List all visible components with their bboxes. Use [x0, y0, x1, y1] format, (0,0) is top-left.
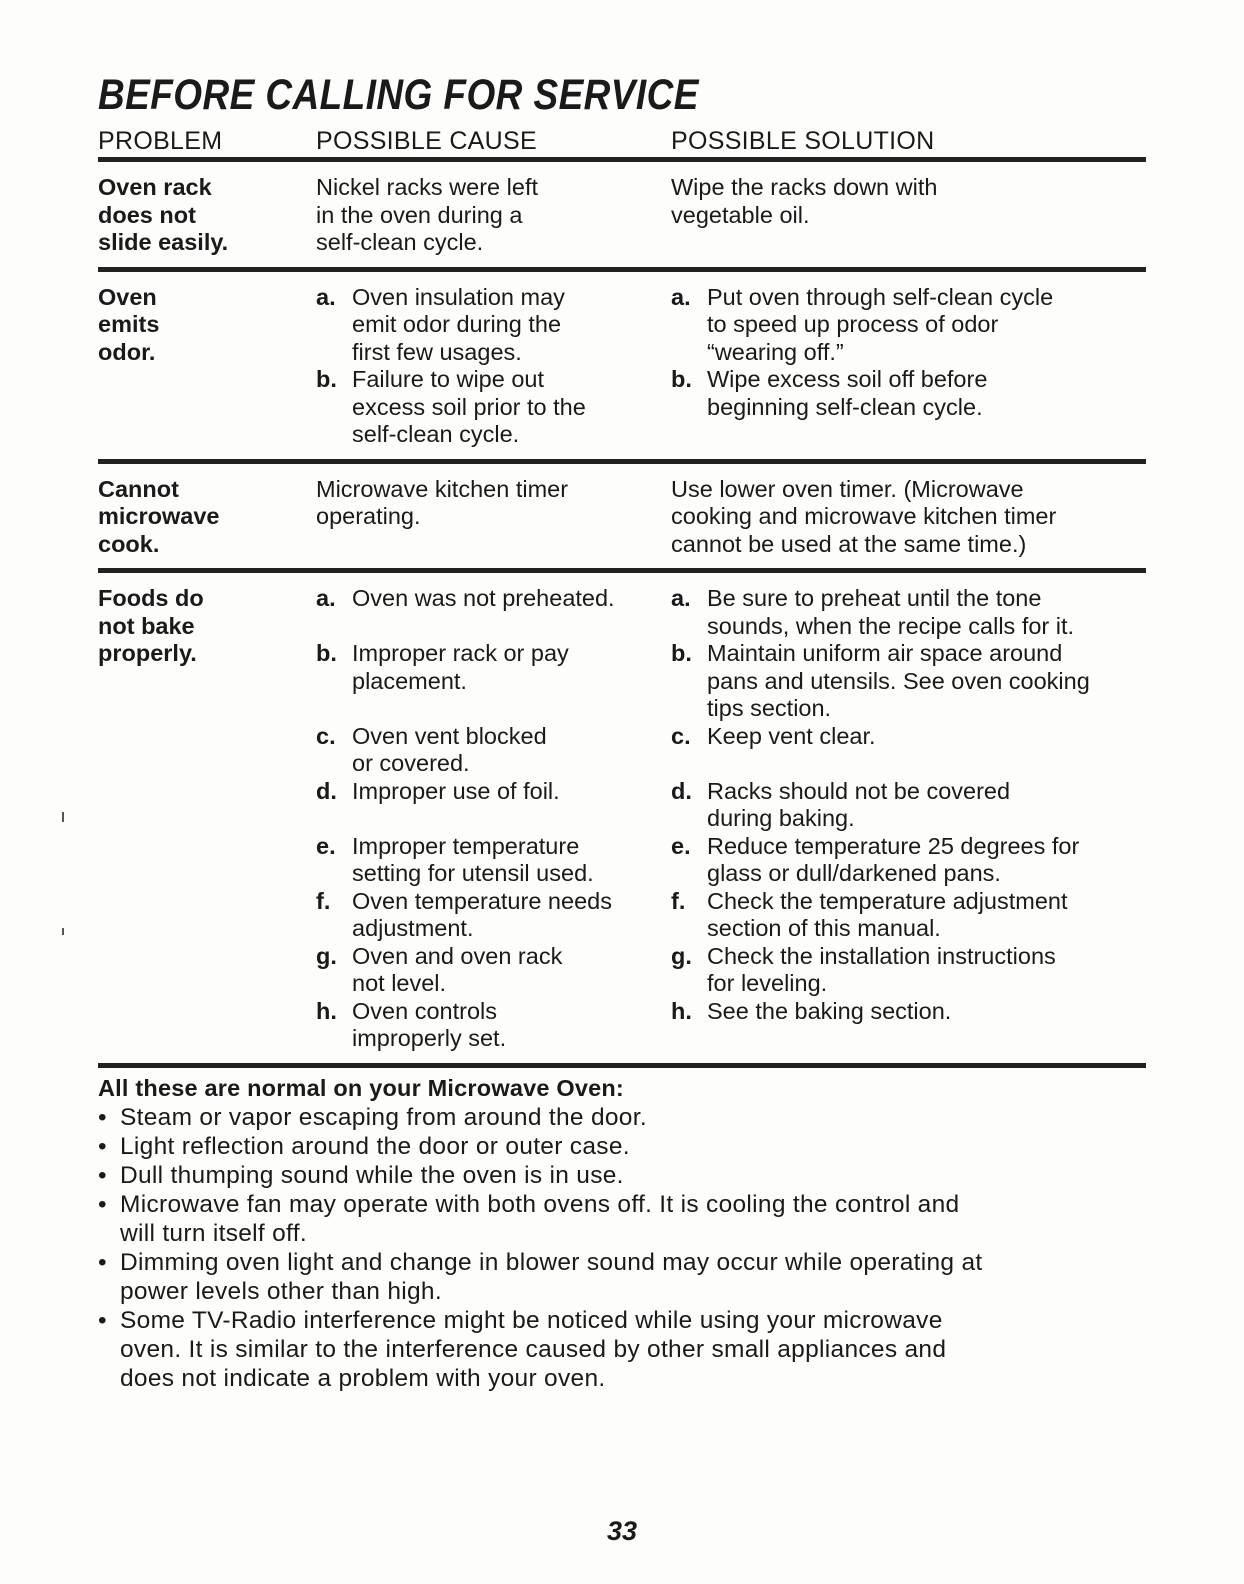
- solution-cell: Wipe the racks down with vegetable oil.: [671, 174, 938, 228]
- table-row: [98, 162, 1146, 265]
- table-row: [98, 464, 1146, 567]
- header-solution: POSSIBLE SOLUTION: [671, 127, 935, 155]
- list-item: b. Failure to wipe out excess soil prior to the self-clean cycle.: [316, 366, 586, 447]
- solution-cell: [671, 585, 1146, 1053]
- cause-cell: [316, 284, 671, 449]
- list-item: f. Oven temperature needs adjustment.: [316, 887, 612, 941]
- list-item: • Some TV-Radio interference might be noticed while using your microwave oven. It is similar to the interference caused by other small appliances and does not indicate a problem with your oven.: [98, 1306, 947, 1392]
- header-cause: POSSIBLE CAUSE: [316, 127, 537, 155]
- list-item: b. Maintain uniform air space around pans and utensils. See oven cooking tips section.: [671, 640, 1090, 721]
- list-item: • Light reflection around the door or outer case.: [98, 1132, 630, 1160]
- list-item: a. Put oven through self-clean cycle to speed up process of odor “wearing off.”: [671, 283, 1054, 365]
- list-item: • Microwave fan may operate with both ovens off. It is cooling the control and will turn itself off.: [98, 1190, 960, 1247]
- scan-mark: [62, 928, 64, 935]
- list-item: b. Improper rack or pay placement.: [316, 640, 569, 694]
- normal-operation-section: [98, 1068, 1146, 1393]
- table-header: [98, 127, 1146, 155]
- list-item: c. Oven vent blocked or covered.: [316, 722, 547, 776]
- section-title: All these are normal on your Microwave Oven:: [98, 1074, 624, 1101]
- solution-cell: [671, 284, 1146, 449]
- list-item: e. Improper temperature setting for utensil used.: [316, 832, 594, 886]
- problem-cell: Cannot microwave cook.: [98, 475, 220, 557]
- cause-cell: [316, 585, 671, 1053]
- problem-cell: Foods do not bake properly.: [98, 585, 204, 666]
- list-item: g. Check the installation instructions for leveling.: [671, 942, 1056, 996]
- list-item: a. Be sure to preheat until the tone sounds, when the recipe calls for it.: [671, 585, 1075, 639]
- list-item: a. Oven insulation may emit odor during the first few usages.: [316, 283, 565, 365]
- page-title: BEFORE CALLING FOR SERVICE: [98, 71, 699, 119]
- list-item: f. Check the temperature adjustment section of this manual.: [671, 887, 1068, 941]
- problem-cell: Oven rack does not slide easily.: [98, 174, 229, 255]
- list-item: • Dull thumping sound while the oven is in use.: [98, 1161, 624, 1189]
- list-item: • Steam or vapor escaping from around the door.: [98, 1103, 647, 1131]
- list-item: g. Oven and oven rack not level.: [316, 942, 563, 996]
- list-item: a. Oven was not preheated.: [316, 585, 615, 611]
- cause-cell: Nickel racks were left in the oven during a self-clean cycle.: [316, 174, 538, 255]
- problem-cell: Oven emits odor.: [98, 283, 160, 365]
- list-item: b. Wipe excess soil off before beginning self-clean cycle.: [671, 366, 988, 420]
- list-item: e. Reduce temperature 25 degrees for glass or dull/darkened pans.: [671, 832, 1080, 886]
- header-problem: PROBLEM: [98, 127, 223, 155]
- list-item: • Dimming oven light and change in blower sound may occur while operating at power levels other than high.: [98, 1248, 983, 1305]
- list-item: d. Racks should not be covered during baking.: [671, 777, 1011, 831]
- table-row: [98, 573, 1146, 1061]
- page-number: 33: [606, 1516, 638, 1546]
- solution-cell: Use lower oven timer. (Microwave cooking and microwave kitchen timer cannot be used at the same time.): [671, 475, 1057, 557]
- list-item: h. Oven controls improperly set.: [316, 997, 507, 1051]
- list-item: h. See the baking section.: [671, 997, 952, 1024]
- list-item: c. Keep vent clear.: [671, 722, 876, 749]
- table-row: [98, 272, 1146, 457]
- cause-cell: Microwave kitchen timer operating.: [316, 475, 569, 529]
- scan-mark: [62, 812, 64, 822]
- list-item: d. Improper use of foil.: [316, 777, 560, 804]
- troubleshooting-page: [98, 71, 1146, 1393]
